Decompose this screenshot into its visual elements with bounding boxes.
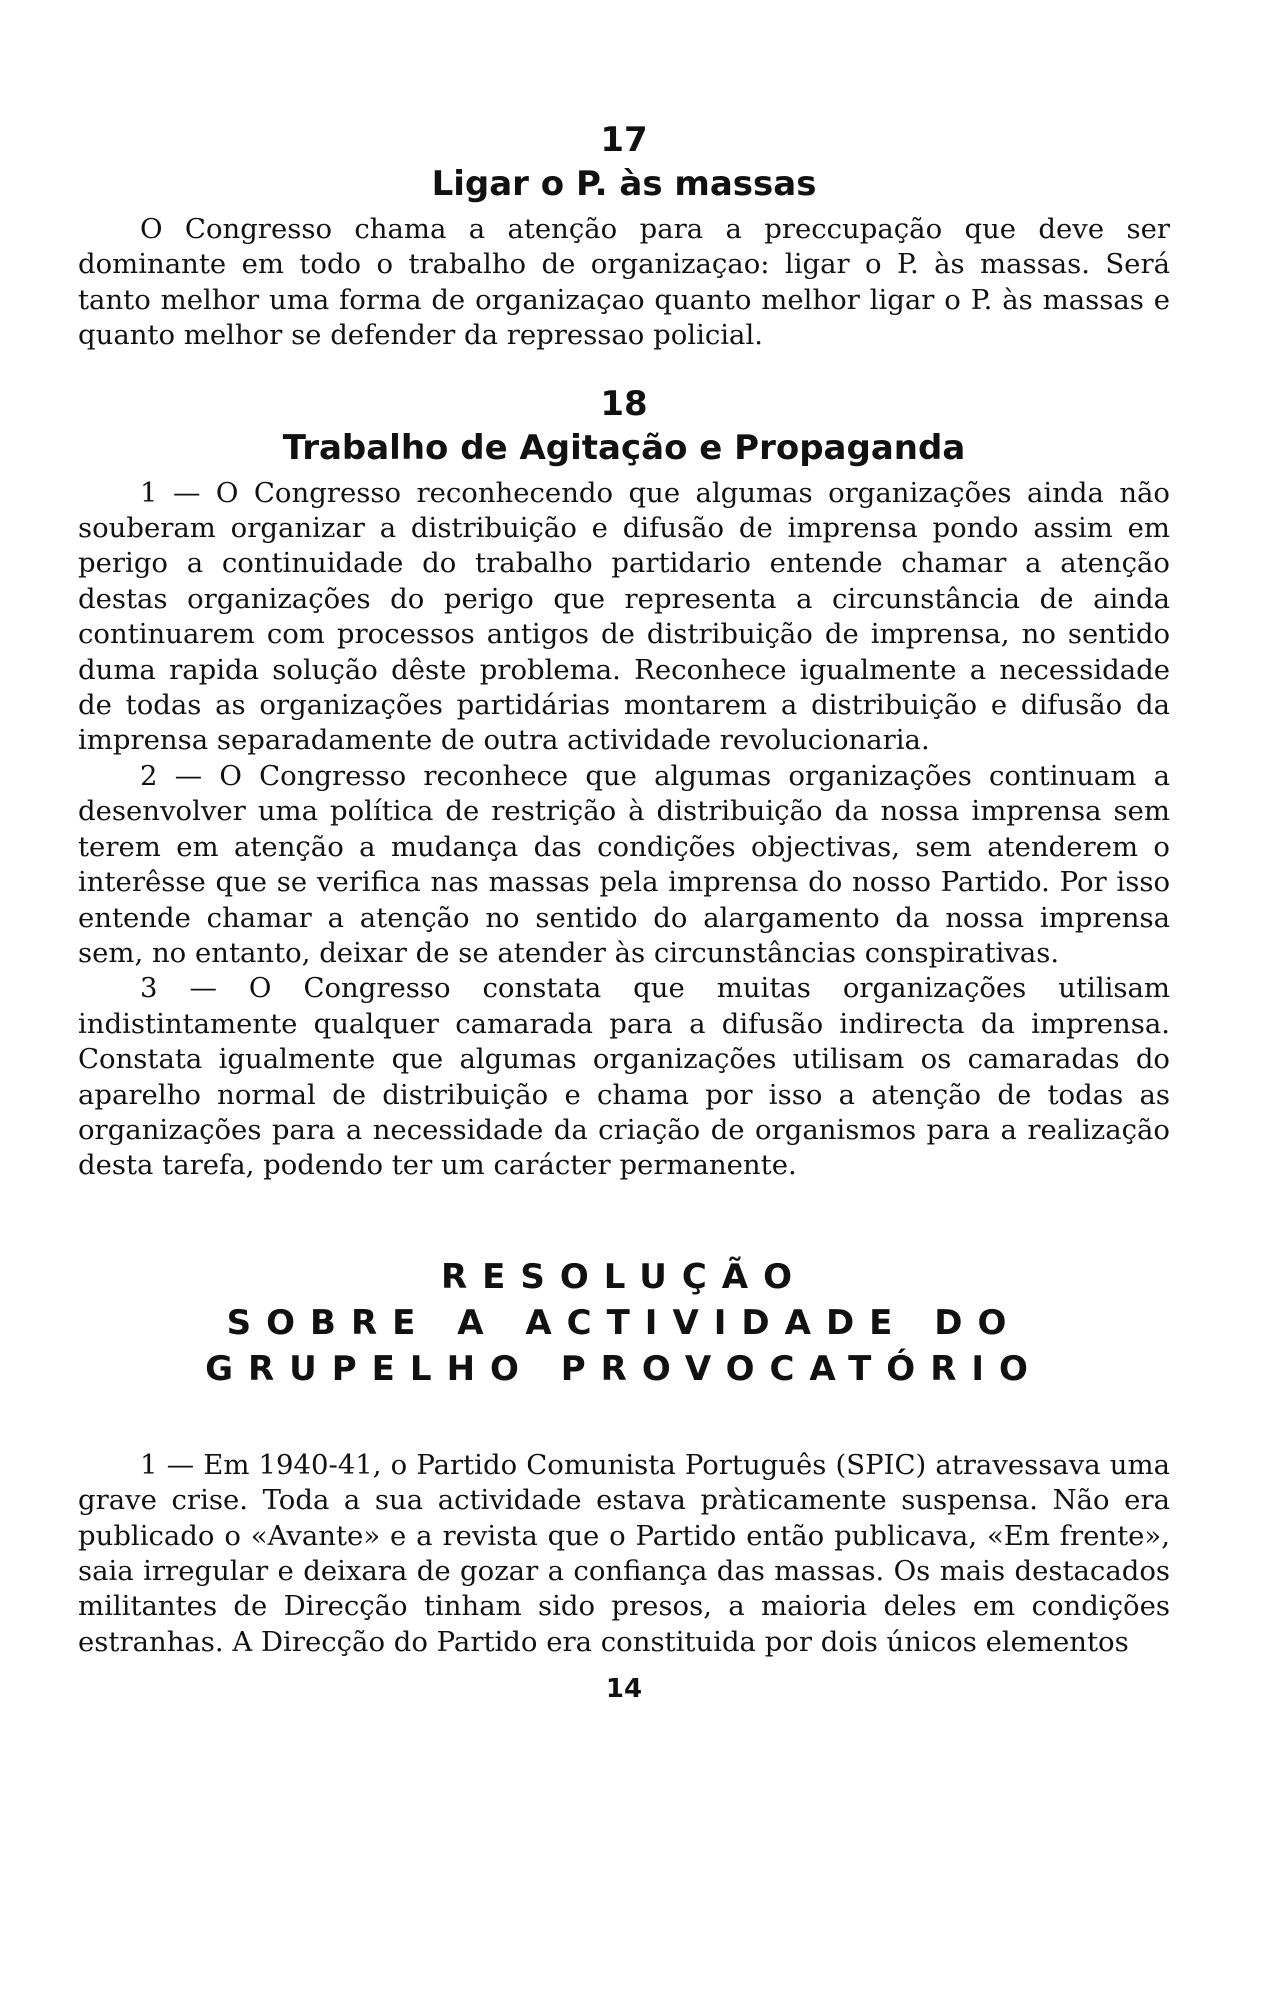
section-title: Trabalho de Agitação e Propaganda: [282, 427, 966, 468]
paragraph: 1 — Em 1940-41, o Partido Comunista Português (SPIC) atravessava uma grave crise. Toda a sua actividade estava pràticamente suspensa. Não era publicado o «Avante» e a revista que o Partido então publicava, «Em frente», saia irregular e deixara de gozar a confiança das massas. Os mais destacados militantes de Direcção tinham sido presos, a maioria deles em condições estranhas. A Direcção do Partido era constituida por dois únicos elementos: [78, 1448, 1170, 1658]
section-18: [78, 384, 1170, 1184]
resolution-heading: [78, 1254, 1170, 1392]
page-number: 14: [605, 1674, 643, 1705]
section-number: 18: [600, 383, 648, 424]
document-page: [78, 120, 1170, 1704]
resolution-section: [78, 1254, 1170, 1660]
resolution-heading-line: SOBRE A ACTIVIDADE DO: [226, 1302, 1022, 1343]
paragraph: O Congresso chama a atenção para a preccupação que deve ser dominante em todo o trabalho de organizaçao: ligar o P. às massas. Será tanto melhor uma forma de organizaçao quanto melhor ligar o P. às massas e quanto melhor se defender da repressao policial.: [78, 213, 1170, 352]
paragraph: 1 — O Congresso reconhecendo que algumas organizações ainda não souberam organizar a distribuição e difusão de imprensa pondo assim em perigo a continuidade do trabalho partidario entende chamar a atenção destas organizações do perigo que representa a circunstância de ainda continuarem com processos antigos de distribuição de imprensa, no sentido duma rapida solução dêste problema. Reconhece igualmente a necessidade de todas as organizações partidárias montarem a distribuição e difusão da imprensa separadamente de outra actividade revolucionaria.: [78, 476, 1170, 757]
section-number: 17: [600, 120, 648, 160]
section-title: Ligar o P. às massas: [431, 164, 817, 204]
section-17: [78, 120, 1170, 354]
paragraph: 3 — O Congresso constata que muitas organizações utilisam indistintamente qualquer camarada para a difusão indirecta da imprensa. Constata igualmente que algumas organizações utilisam os camaradas do aparelho normal de distribuição e chama por isso a atenção de todas as organizações para a necessidade da criação de organismos para a realização desta tarefa, podendo ter um carácter permanente.: [78, 972, 1170, 1182]
resolution-heading-line: GRUPELHO PROVOCATÓRIO: [205, 1348, 1043, 1389]
resolution-heading-line: RESOLUÇÃO: [440, 1256, 808, 1297]
paragraph: 2 — O Congresso reconhece que algumas organizações continuam a desenvolver uma política de restrição à distribuição da nossa imprensa sem terem em atenção a mudança das condições objectivas, sem atenderem o interêsse que se verifica nas massas pela imprensa do nosso Partido. Por isso entende chamar a atenção no sentido do alargamento da nossa imprensa sem, no entanto, deixar de se atender às circunstâncias conspirativas.: [78, 759, 1170, 969]
